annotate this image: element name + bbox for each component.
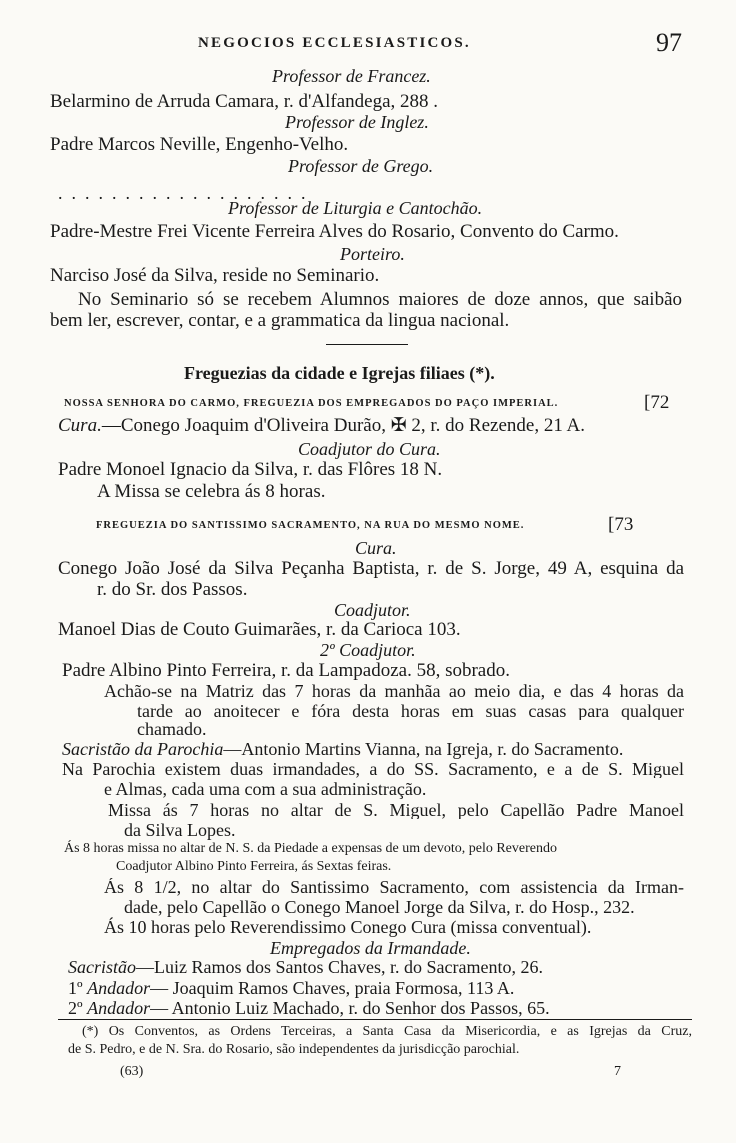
hours-note-line-1: Achão-se na Matriz das 7 horas da manhãa ao meio dia, e das 4 horas da	[104, 682, 684, 700]
missa-830-line-2: dade, pelo Capellão o Conego Manoel Jorge da Silva, r. do Hosp., 232.	[124, 897, 635, 917]
admission-note-line-2: bem ler, escrever, contar, e a grammatica da lingua nacional.	[50, 310, 510, 331]
prof-grego-heading: Professor de Grego.	[288, 156, 434, 176]
andador2-prefix: 2º	[68, 998, 83, 1018]
porteiro-entry: Narciso José da Silva, reside no Seminario.	[50, 265, 380, 286]
coadjutor-heading-sacramento: Coadjutor.	[334, 600, 411, 620]
missa-830-line-1: Ás 8 1/2, no altar do Santissimo Sacramento, com assistencia da Irman-	[104, 878, 684, 896]
sacristao2-label: Sacristão	[68, 957, 137, 977]
signature-number: 7	[614, 1064, 621, 1079]
cura-entry-carmo	[58, 416, 585, 435]
cura-entry-line-2: r. do Sr. dos Passos.	[97, 579, 248, 600]
missa-8-line-2: Coadjutor Albino Pinto Ferreira, ás Sextas feiras.	[116, 859, 392, 874]
sacristao-text: —Antonio Martins Vianna, na Igreja, r. do Sacramento.	[223, 739, 624, 759]
andador2-label: Andador	[87, 998, 151, 1018]
sacristao2-text: —Luiz Ramos dos Santos Chaves, r. do Sacramento, 26.	[136, 957, 543, 977]
hours-note-line-3: chamado.	[137, 719, 207, 739]
page-number: 97	[656, 28, 682, 57]
missa-note-carmo: A Missa se celebra ás 8 horas.	[97, 481, 326, 502]
coadjutor-heading-carmo: Coadjutor do Cura.	[298, 439, 441, 459]
footnote-line-2: de S. Pedro, e de N. Sra. do Rosario, são independentes da jurisdicção parochial.	[68, 1042, 520, 1057]
andador-1-entry	[68, 979, 514, 997]
vacancy-dots: ...................	[58, 183, 315, 203]
hours-note-line-2: tarde ao anoitecer e fóra desta horas em suas casas para qualquer	[137, 702, 684, 720]
cura-heading-sacramento: Cura.	[355, 538, 397, 558]
coadjutor2-entry: Padre Albino Pinto Ferreira, r. da Lampadoza. 58, sobrado.	[62, 660, 510, 681]
section-divider	[326, 344, 408, 345]
prof-liturgia-heading: Professor de Liturgia e Cantochão.	[228, 198, 483, 218]
footnote-line-1: (*) Os Conventos, as Ordens Terceiras, a Santa Casa da Misericordia, e as Igrejas da Cruz,	[82, 1025, 692, 1039]
prof-ingles-heading: Professor de Inglez.	[285, 112, 429, 132]
porteiro-heading: Porteiro.	[340, 244, 405, 264]
empregados-heading: Empregados da Irmandade.	[270, 938, 471, 958]
coadjutor-entry-carmo: Padre Monoel Ignacio da Silva, r. das Flôres 18 N.	[58, 459, 443, 480]
prof-frances-entry: Belarmino de Arruda Camara, r. d'Alfandega, 288 .	[50, 91, 439, 112]
coadjutor2-heading: 2º Coadjutor.	[320, 640, 416, 660]
cura-text: —Conego Joaquim d'Oliveira Durão, ✠ 2, r. do Rezende, 21 A.	[101, 415, 586, 436]
missa-7-line-1: Missa ás 7 horas no altar de S. Miguel, pelo Capellão Padre Manoel	[108, 801, 684, 819]
cura-label: Cura.	[58, 415, 102, 436]
parish-number-carmo: [72	[644, 392, 670, 413]
prof-ingles-entry: Padre Marcos Neville, Engenho-Velho.	[50, 134, 349, 155]
andador1-text: — Joaquim Ramos Chaves, praia Formosa, 113 A.	[150, 978, 515, 998]
parish-title-carmo: NOSSA SENHORA DO CARMO, FREGUEZIA DOS EMPREGADOS DO PAÇO IMPERIAL.	[64, 398, 559, 409]
missa-10-note: Ás 10 horas pelo Reverendissimo Conego Cura (missa conventual).	[104, 917, 592, 937]
sacristao-irmandade-entry	[68, 958, 543, 976]
footnote-rule	[58, 1019, 692, 1020]
andador1-prefix: 1º	[68, 978, 83, 998]
prof-frances-heading: Professor de Francez.	[272, 66, 431, 86]
signature-mark: (63)	[120, 1064, 144, 1079]
section-title: Freguezias da cidade e Igrejas filiaes (*).	[184, 363, 495, 383]
andador-2-entry	[68, 999, 550, 1017]
coadjutor-entry-sacramento: Manoel Dias de Couto Guimarães, r. da Carioca 103.	[58, 619, 461, 640]
prof-liturgia-entry: Padre-Mestre Frei Vicente Ferreira Alves do Rosario, Convento do Carmo.	[50, 221, 619, 242]
missa-7-line-2: da Silva Lopes.	[124, 820, 236, 840]
irmandades-line-1: Na Parochia existem duas irmandades, a do SS. Sacramento, e a de S. Miguel	[62, 760, 684, 778]
missa-8-line-1: Ás 8 horas missa no altar de N. S. da Piedade a expensas de um devoto, pelo Reverendo	[64, 841, 557, 856]
irmandades-line-2: e Almas, cada uma com a sua administração.	[104, 779, 427, 799]
parish-number-sacramento: [73	[608, 514, 634, 535]
andador1-label: Andador	[87, 978, 151, 998]
andador2-text: — Antonio Luiz Machado, r. do Senhor dos Passos, 65.	[150, 998, 550, 1018]
running-header: NEGOCIOS ECCLESIASTICOS.	[198, 35, 471, 51]
sacristao-parochia-entry	[62, 740, 623, 758]
sacristao-label: Sacristão da Parochia	[62, 739, 224, 759]
admission-note-line-1: No Seminario só se recebem Alumnos maiores de doze annos, que saibão	[78, 290, 682, 309]
parish-title-sacramento: FREGUEZIA DO SANTISSIMO SACRAMENTO, NA RUA DO MESMO NOME.	[96, 520, 525, 531]
cura-entry-line-1: Conego João José da Silva Peçanha Baptista, r. de S. Jorge, 49 A, esquina da	[58, 559, 684, 578]
